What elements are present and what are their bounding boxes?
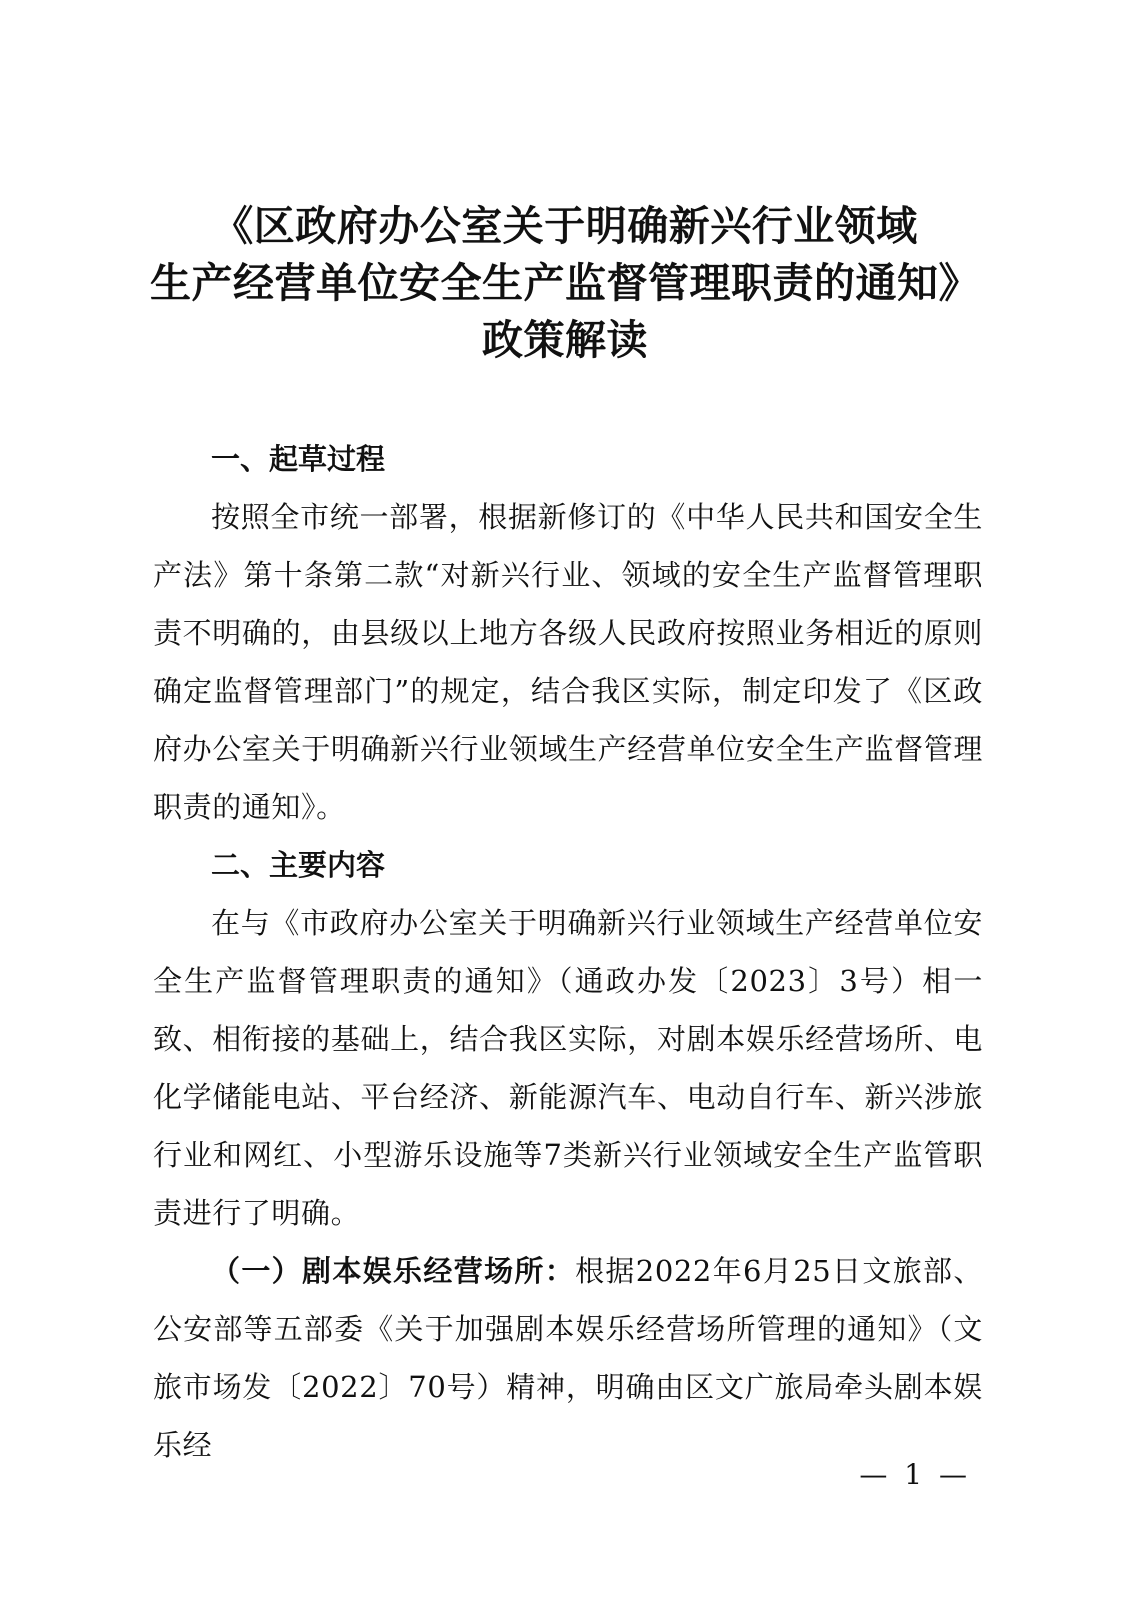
section-heading-main-content: 二、主要内容 (211, 848, 386, 882)
title-line-2: 生产经营单位安全生产监督管理职责的通知》 (150, 259, 980, 307)
script-entertainment-label: （一）剧本娱乐经营场所： (211, 1254, 576, 1288)
section-heading-drafting-process: 一、起草过程 (211, 442, 386, 476)
document-title (145, 198, 985, 369)
page-number: — 1 — (859, 1458, 971, 1491)
script-entertainment-text: 根据2022年6月25日文旅部、公安部等五部委《关于加强剧本娱乐经营场所管理的通知》（文旅市场发〔2022〕70号）精神，明确由区文广旅局牵头剧本娱乐经 (153, 1254, 983, 1462)
title-line-1: 《区政府办公室关于明确新兴行业领域 (212, 202, 918, 250)
main-content-paragraph: 在与《市政府办公室关于明确新兴行业领域生产经营单位安全生产监督管理职责的通知》（通政办发〔2023〕3号）相一致、相衔接的基础上，结合我区实际，对剧本娱乐经营场所、电化学储能电站、平台经济、新能源汽车、电动自行车、新兴涉旅行业和网红、小型游乐设施等7类新兴行业领域安全生产监管职责进行了明确。 (153, 906, 983, 1230)
drafting-process-paragraph: 按照全市统一部署，根据新修订的《中华人民共和国安全生产法》第十条第二款“对新兴行业、领域的安全生产监督管理职责不明确的，由县级以上地方各级人民政府按照业务相近的原则确定监督管理部门”的规定，结合我区实际，制定印发了《区政府办公室关于明确新兴行业领域生产经营单位安全生产监督管理职责的通知》。 (153, 500, 983, 824)
document-body (153, 430, 983, 1474)
script-entertainment-item (153, 1242, 983, 1474)
title-line-3: 政策解读 (482, 316, 648, 364)
